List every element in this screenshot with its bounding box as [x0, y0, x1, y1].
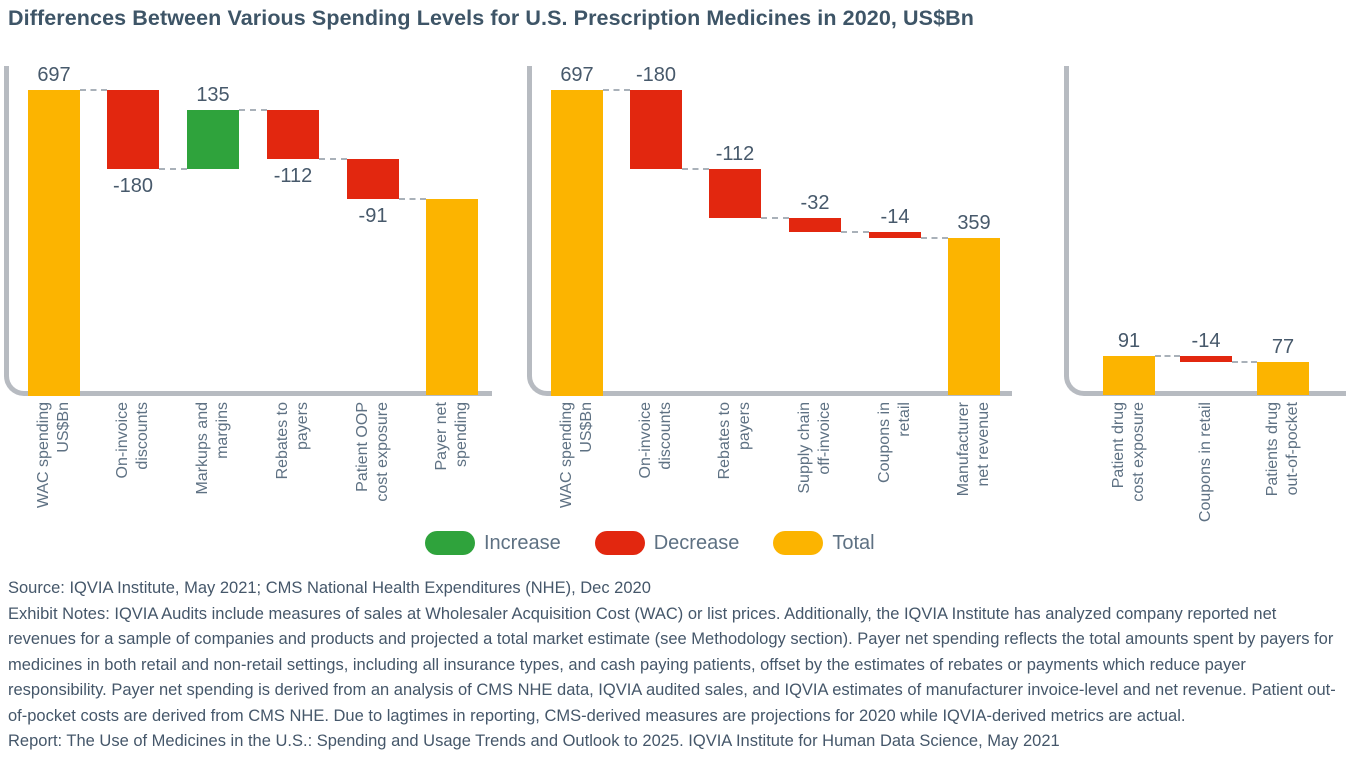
category-tick-label: Patients drug out-of-pocket — [1264, 402, 1301, 497]
category-tick-label: WAC spending US$Bn — [558, 402, 595, 509]
waterfall-connector — [399, 198, 426, 200]
category-tick-label: Markups and margins — [194, 402, 231, 495]
waterfall-bar — [869, 232, 921, 238]
legend-label-decrease: Decrease — [653, 531, 740, 554]
waterfall-connector — [80, 89, 107, 91]
waterfall-connector — [682, 168, 709, 170]
report-note: Report: The Use of Medicines in the U.S.: Spending and Usage Trends and Outlook to 2025. IQVIA Institute for Human Data Science, May 2021 — [8, 732, 1060, 750]
waterfall-bar — [948, 238, 1000, 395]
bar-value-label: -180 — [112, 174, 154, 197]
waterfall-bar — [1103, 356, 1155, 396]
bar-value-label: -91 — [358, 204, 388, 227]
waterfall-bar — [267, 110, 319, 159]
bar-value-label: -112 — [715, 142, 755, 165]
category-tick-label: On-invoice discounts — [637, 402, 674, 479]
bar-value-label: -14 — [880, 206, 910, 228]
category-tick-label: WAC spending US$Bn — [35, 402, 72, 509]
waterfall-bar — [187, 110, 239, 169]
bar-value-label: 697 — [560, 64, 594, 86]
category-tick-label: Patient OOP cost exposure — [354, 402, 391, 502]
category-tick-label: Manufacturer net revenue — [955, 402, 992, 497]
source-note: Source: IQVIA Institute, May 2021; CMS National Health Expenditures (NHE), Dec 2020 — [8, 579, 651, 597]
category-tick-label: Rebates to payers — [274, 402, 311, 480]
legend-item-increase — [425, 531, 561, 555]
category-tick-label: On-invoice discounts — [114, 402, 151, 479]
category-tick-label: Coupons in retail — [876, 402, 913, 483]
category-tick-label: Payer net spending — [433, 402, 470, 471]
waterfall-bar — [347, 159, 399, 199]
bar-value-label: 359 — [957, 212, 991, 235]
page-title: Differences Between Various Spending Levels for U.S. Prescription Medicines in 2020, US$Bn — [8, 6, 975, 30]
waterfall-connector — [159, 168, 187, 170]
waterfall-bar — [630, 90, 682, 169]
notes-block — [8, 576, 1348, 755]
legend-label-increase: Increase — [484, 531, 561, 554]
waterfall-connector — [1232, 361, 1257, 363]
total-swatch-icon — [773, 531, 823, 555]
bar-value-label: -14 — [1191, 329, 1221, 352]
waterfall-bar — [107, 90, 159, 169]
legend-item-decrease — [595, 531, 740, 555]
bar-value-label: 91 — [1117, 329, 1141, 352]
waterfall-bar — [789, 218, 841, 232]
category-tick-label: Patient drug cost exposure — [1110, 402, 1147, 502]
legend-label-total: Total — [832, 531, 875, 554]
waterfall-bar — [709, 169, 761, 218]
chart-legend — [425, 531, 875, 555]
waterfall-bar — [1180, 356, 1232, 362]
waterfall-bar — [551, 90, 603, 396]
bar-value-label: -32 — [800, 191, 830, 214]
bar-value-label: -112 — [273, 164, 313, 187]
category-tick-label: Supply chain off-invoice — [796, 402, 833, 494]
bar-value-label: 697 — [37, 64, 71, 86]
waterfall-bar — [28, 90, 80, 396]
decrease-swatch-icon — [595, 531, 645, 555]
waterfall-connector — [1155, 355, 1180, 357]
waterfall-connector — [761, 217, 789, 219]
waterfall-connector — [603, 89, 630, 91]
waterfall-bar — [426, 199, 478, 396]
bar-value-label: 77 — [1271, 335, 1295, 358]
exhibit-note: Exhibit Notes: IQVIA Audits include measures of sales at Wholesaler Acquisition Cost (WAC) or list prices. Additionally, the IQVIA Institute has analyzed company reported net revenues for a sample of companies and products and projected a total market estimate (see Methodology section). Payer net spending reflects the total amounts spent by payers for medicines in both retail and non-retail settings, including all insurance types, and cash paying patients, offset by the estimates of rebates or payments which reduce payer responsibility. Payer net spending is derived from an analysis of CMS NHE data, IQVIA audited sales, and IQVIA estimates of manufacturer invoice-level and net revenue. Patient out-of-pocket costs are derived from CMS NHE. Due to lagtimes in reporting, CMS-derived measures are projections for 2020 while IQVIA-derived metrics are actual. — [8, 604, 1336, 725]
legend-item-total — [773, 531, 874, 555]
waterfall-connector — [841, 231, 869, 233]
category-tick-label: Rebates to payers — [716, 402, 753, 480]
category-tick-label: Coupons in retail — [1197, 402, 1214, 523]
bar-value-label: 135 — [196, 83, 230, 106]
bar-value-label: -180 — [635, 64, 677, 86]
waterfall-connector — [921, 237, 948, 239]
waterfall-bar — [1257, 362, 1309, 396]
increase-swatch-icon — [425, 531, 475, 555]
waterfall-connector — [319, 158, 347, 160]
waterfall-connector — [239, 109, 267, 111]
